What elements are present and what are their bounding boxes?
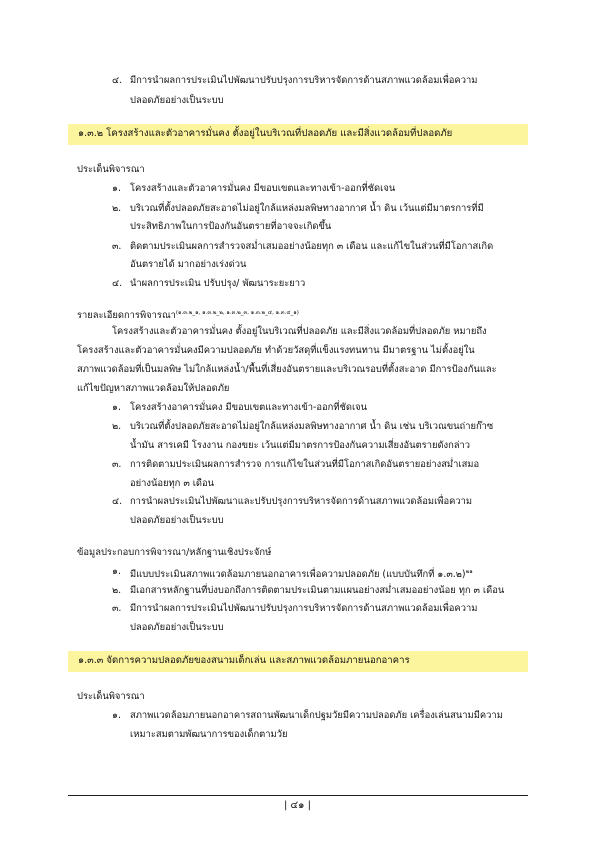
details-reference: (๑.๓.๒_๑, ๑.๓.๒_๒, ๑.๓.๒_๓, ๑.๓.๒_๔, ๑.๓.๔_๑)	[175, 310, 299, 316]
list-item-text: บริเวณที่ตั้งปลอดภัยสะอาดไม่อยู่ใกล้แหล่งมลพิษทางอากาศ น้ำ ดิน เว้นแต่มีมาตรการที่มี	[130, 203, 484, 214]
list-item-text: ปลอดภัยอย่างเป็นระบบ	[130, 95, 224, 106]
list-number: ๑.	[112, 566, 121, 577]
list-item-text: การติดตามประเมินผลการสำรวจ การแก้ไขในส่วนที่มีโอกาสเกิดอันตรายอย่างสม่ำเสมอ	[130, 459, 480, 470]
list-item-text: เหมาะสมตามพัฒนาการของเด็กตามวัย	[130, 729, 288, 740]
list-number: ๓.	[112, 241, 122, 252]
list-item-text: นำผลการประเมิน ปรับปรุง/ พัฒนาระยะยาว	[130, 278, 306, 289]
list-item-text: ประสิทธิภาพในการป้องกันอันตรายที่อาจจะเกิดขึ้น	[130, 221, 332, 232]
section-heading-bar	[68, 651, 528, 672]
paragraph-line: โครงสร้างและตัวอาคารมั่นคง ตั้งอยู่ในบริเวณที่ปลอดภัย และมีสิ่งแวดล้อมที่ปลอดภัย หมายถึง	[112, 326, 487, 337]
list-item-text: ปลอดภัยอย่างเป็นระบบ	[130, 622, 224, 633]
list-item-text: ติดตามประเมินผลการสำรวจสม่ำเสมออย่างน้อยทุก ๓ เดือน และแก้ไขในส่วนที่มีโอกาสเกิด	[130, 241, 494, 252]
list-item-text: อย่างน้อยทุก ๓ เดือน	[130, 478, 215, 489]
footnote-marker: ๒๑	[465, 569, 473, 575]
list-item-text: ปลอดภัยอย่างเป็นระบบ	[130, 515, 224, 526]
list-item-text: มีการนำผลการประเมินไปพัฒนาปรับปรุงการบริหารจัดการด้านสภาพแวดล้อมเพื่อความ	[130, 75, 478, 86]
list-number: ๔.	[112, 278, 123, 289]
criteria-title: ประเด็นพิจารณา	[77, 691, 145, 702]
list-number: ๒.	[112, 585, 122, 596]
criteria-title: ประเด็นพิจารณา	[77, 164, 145, 175]
list-number: ๒.	[112, 421, 122, 432]
section-heading: ๑.๓.๒ โครงสร้างและตัวอาคารมั่นคง ตั้งอยู่ในบริเวณที่ปลอดภัย และมีสิ่งแวดล้อมที่ปลอดภัย	[78, 128, 453, 139]
list-item-text: น้ำมัน สารเคมี โรงงาน กองขยะ เว้นแต่มีมาตรการป้องกันความเสี่ยงอันตรายดังกล่าว	[130, 440, 471, 451]
page-number: | ๔๑ |	[283, 800, 311, 811]
section-heading: ๑.๓.๓ จัดการความปลอดภัยของสนามเด็กเล่น และสภาพแวดล้อมภายนอกอาคาร	[78, 655, 410, 666]
list-number: ๒.	[112, 203, 122, 214]
evidence-text: มีแบบประเมินสภาพแวดล้อมภายนอกอาคารเพื่อความปลอดภัย (แบบบันทึกที่ ๑.๓.๒)	[130, 569, 466, 581]
list-number: ๑.	[112, 710, 121, 721]
paragraph-line: โครงสร้างและตัวอาคารมั่นคงมีความปลอดภัย ทำด้วยวัสดุที่แข็งแรงทนทาน มีมาตรฐาน ไม่ตั้งอยู่ใน	[77, 345, 475, 356]
list-item-text: โครงสร้างอาคารมั่นคง มีขอบเขตและทางเข้า-ออกที่ชัดเจน	[130, 402, 368, 413]
section-heading-bar	[68, 124, 528, 145]
list-item-text: มีการนำผลการประเมินไปพัฒนาปรับปรุงการบริหารจัดการด้านสภาพแวดล้อมเพื่อความ	[130, 603, 478, 614]
list-item-text: มีเอกสารหลักฐานที่บ่งบอกถึงการติดตามประเมินตามแผนอย่างสม่ำเสมออย่างน้อย ทุก ๓ เดือน	[130, 585, 505, 596]
paragraph-line: แก้ไขปัญหาสภาพแวดล้อมให้ปลอดภัย	[77, 383, 230, 394]
list-item-text: การนำผลประเมินไปพัฒนาและปรับปรุงการบริหารจัดการด้านสภาพแวดล้อมเพื่อความ	[130, 496, 473, 507]
list-number: ๔.	[112, 496, 123, 507]
list-item-text: โครงสร้างและตัวอาคารมั่นคง มีขอบเขตและทางเข้า-ออกที่ชัดเจน	[130, 183, 396, 194]
list-item-text: อันตรายได้ มากอย่างเร่งด่วน	[130, 259, 247, 270]
list-number: ๓.	[112, 603, 122, 614]
list-item-text: บริเวณที่ตั้งปลอดภัยสะอาดไม่อยู่ใกล้แหล่งมลพิษทางอากาศ น้ำ ดิน เช่น บริเวณขนถ่ายก๊าซ	[130, 421, 494, 432]
list-item-text	[130, 564, 473, 583]
evidence-title: ข้อมูลประกอบการพิจารณา/หลักฐานเชิงประจักษ์	[77, 547, 272, 558]
list-number: ๔.	[112, 75, 123, 86]
list-number: ๓.	[112, 459, 122, 470]
details-title-line	[77, 305, 299, 324]
list-number: ๑.	[112, 183, 121, 194]
list-number: ๑.	[112, 402, 121, 413]
footer-divider	[68, 795, 528, 796]
paragraph-line: สภาพแวดล้อมที่เป็นมลพิษ ไม่ใกล้แหล่งน้ำ/พื้นที่เสี่ยงอันตรายและบริเวณรอบที่ตั้งสะอาด มีการป้องกันและ	[77, 364, 497, 375]
list-item-text: สภาพแวดล้อมภายนอกอาคารสถานพัฒนาเด็กปฐมวัยมีความปลอดภัย เครื่องเล่นสนามมีความ	[130, 710, 503, 721]
details-title: รายละเอียดการพิจารณา	[77, 310, 176, 322]
